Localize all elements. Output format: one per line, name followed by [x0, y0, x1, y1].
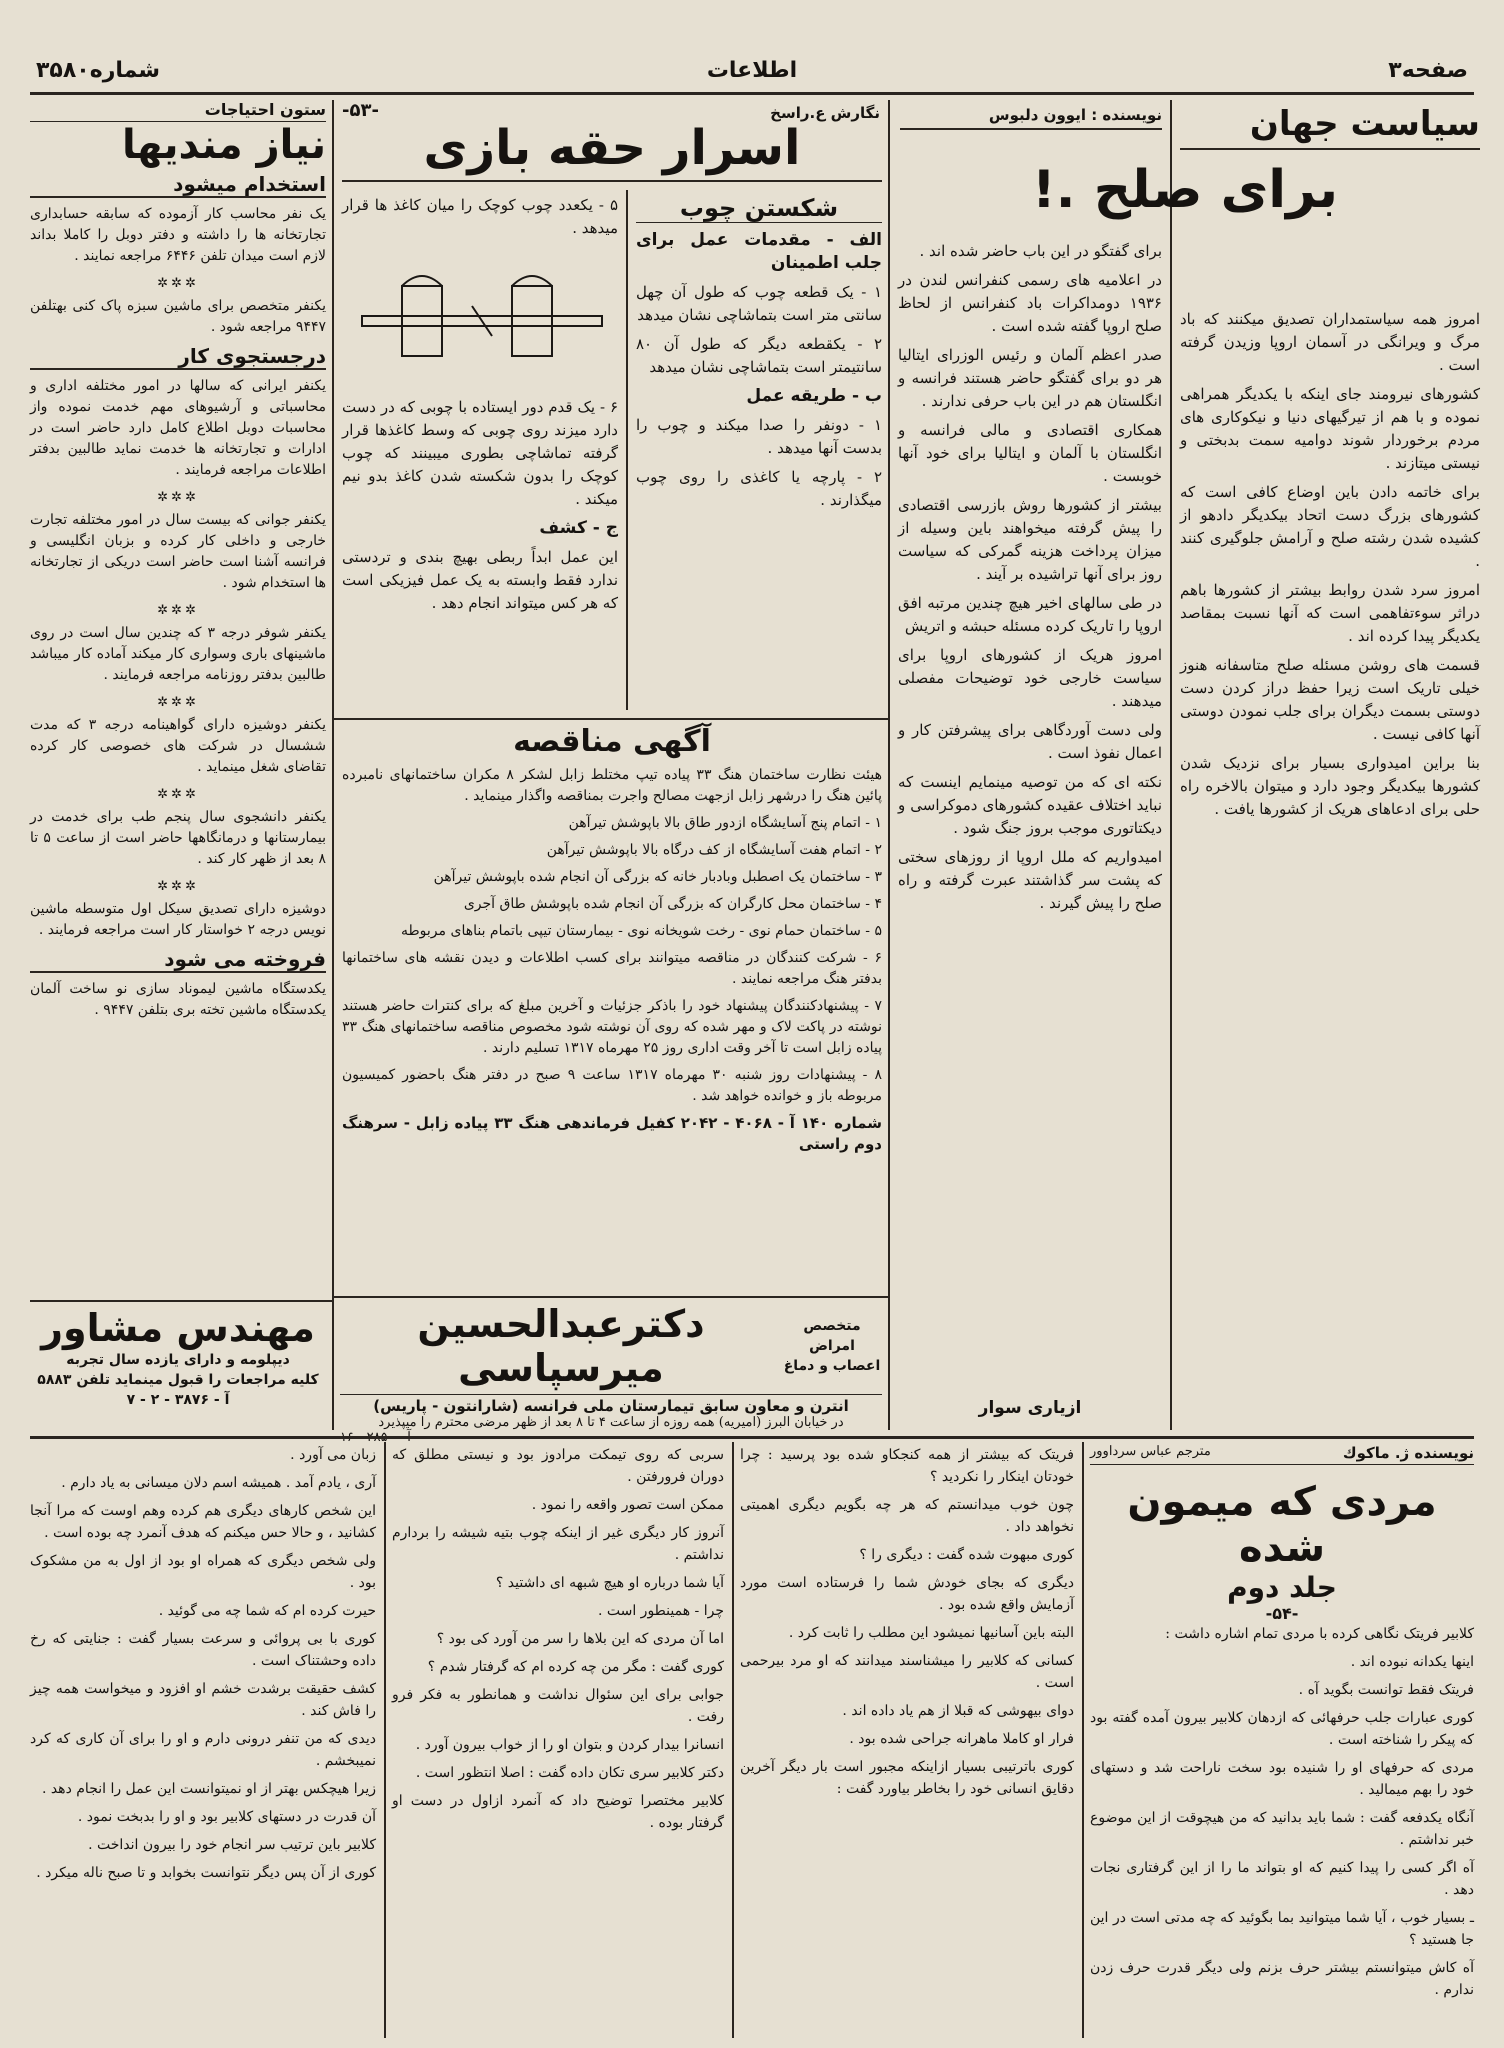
- paragraph: ۴ - ساختمان محل کارگران که بزرگی آن انجام شده باپوشش طاق آجری: [463, 896, 882, 912]
- issue-number: شماره۳۵۸۰: [36, 58, 161, 83]
- classified-item: یکنفر ایرانی که سالها در امور مختلفه اداری و محاسباتی و آرشیوهای مهم خدمت نموده واز محاسبات دوبل اطلاع کامل دارد حاضر است در ادارات و تجارتخانه ها خدمت نماید طالبین بدفتر اطلاعات مراجعه فرمایند .: [30, 378, 326, 478]
- paragraph: ۱ - یک قطعه چوب که طول آن چهل سانتی متر است بتماشاچی نشان میدهد: [636, 283, 882, 324]
- paragraph: نکته ای که من توصیه مینمایم اینست که نباید اختلاف عقیده کشورهای دموکراسی و دیکتاتوری موجب بروز جنگ شود .: [898, 773, 1162, 837]
- paragraph: دیدی که من تنفر درونی دارم و او را برای آن کاری که کرد نمیبخشم .: [30, 1731, 376, 1769]
- column-divider: [1082, 1442, 1084, 2038]
- serial-column-2: [740, 1444, 1074, 2034]
- paragraph: اما آن مردی که این بلاها را سر من آورد کی بود ؟: [436, 1631, 724, 1647]
- section-rule: [30, 1300, 332, 1302]
- paragraph: کوری از آن پس دیگر نتوانست بخوابد و تا صبح ناله میکرد .: [36, 1865, 376, 1881]
- paragraph: ۳ - ساختمان یک اصطبل وبادبار خانه که بزرگی آن انجام شده باپوشش تیرآهن: [433, 869, 882, 885]
- paragraph: کوری با بی پروائی و سرعت بسیار گفت : جنایتی که رخ داده وحشتناک است .: [30, 1631, 376, 1669]
- paragraph: چون خوب میدانستم که هر چه بگویم دیگری اهمیتی نخواهد داد .: [740, 1497, 1074, 1535]
- page-number: صفحه۳: [1388, 58, 1468, 83]
- paragraph: ۶ - یک قدم دور ایستاده با چوبی که در دست دارد میزند روی چوبی که وسط کاغذها قرار گرفته تماشاچی بطوری میبینند که چوب کوچک را بدون شکسته شدن کاغذ بدو نیم میکند .: [342, 398, 618, 508]
- classified-item: دوشیزه دارای تصدیق سیکل اول متوسطه ماشین نویس درجه ۲ خواستار کار است مراجعه فرمایند .: [30, 901, 326, 938]
- paragraph: ب - طریقه عمل: [746, 386, 882, 406]
- paragraph: ۵ - یکعدد چوب کوچک را میان کاغذ ها قرار میدهد .: [342, 196, 618, 237]
- paragraph: کلابیر فریتک نگاهی کرده با مردی تمام اشاره داشت :: [1165, 1626, 1474, 1642]
- paragraph: کوری باترتیبی بسیار ازاینکه مجبور است بار دیگر آخرین دقایق انسانی خود را بخاطر بیاورد گفت :: [740, 1759, 1074, 1797]
- column-divider: [384, 1442, 386, 2038]
- paragraph: برای گفتگو در این باب حاضر شده اند .: [919, 242, 1162, 260]
- paragraph: هیئت نظارت ساختمان هنگ ۳۳ پیاده تیپ مختلط زابل لشکر ۸ مکران ساختمانهای نامبرده پائین هنگ را درشهر زابل ازجهت مصالح واجرت بمناقصه واگذار مینماید .: [342, 767, 883, 804]
- paragraph: امروز سرد شدن روابط بیشتر از کشورها باهم دراثر سوءتفاهمی است که آنها نسبت بمقاصد یکدیگر پیدا کرده اند .: [1180, 581, 1480, 645]
- paragraph: زیرا هیچکس بهتر از او نمیتوانست این عمل را انجام دهد .: [41, 1781, 376, 1797]
- paragraph: امروز هریک از کشورهای اروپا برای سیاست خارجی خود توضیحات مفصلی میدهند .: [898, 646, 1162, 710]
- engineer-ad: [30, 1306, 326, 1430]
- classified-item: یکنفر دانشجوی سال پنجم طب برای خدمت در بیمارستانها و درمانگاهها حاضر است از ساعت ۵ تا ۸ بعد از ظهر کار کند .: [30, 809, 326, 867]
- paragraph: ـ بسیار خوب ، آیا شما میتوانید بما بگوئید که چه مدتی است در این جا هستید ؟: [1090, 1910, 1474, 1948]
- paragraph: الف - مقدمات عمل برای جلب اطمینان: [636, 230, 882, 273]
- paragraph: ولی دست آوردگاهی برای پیشرفتن کار و اعمال نفوذ است .: [898, 721, 1162, 762]
- tender-notice: [342, 724, 882, 1294]
- paragraph: دوای بیهوشی که قبلا از هم یاد داده اند .: [842, 1703, 1074, 1719]
- paragraph: اینها یکدانه نبوده اند .: [1350, 1654, 1474, 1670]
- paragraph: کشورهای نیرومند جای اینکه با یکدیگر همراهی نموده و با هم از تیرگیهای دنیا و نیکوکاری های مردم برخوردار شوند دوامیه سمت بدبختی و نیستی میتازند .: [1180, 385, 1480, 472]
- serial-page-number: -۵۴-: [1265, 1604, 1299, 1623]
- paragraph: آنگاه یکدفعه گفت : شما باید بدانید که من هیچوقت از این موضوع خبر نداشتم .: [1090, 1810, 1474, 1848]
- paragraph: کشف حقیقت برشدت خشم او افزود و میخواست همه چیز را فاش کند .: [30, 1681, 376, 1719]
- paragraph: ۱ - دونفر را صدا میکند و چوب را بدست آنها میدهد .: [636, 416, 882, 457]
- section-rule: [332, 718, 888, 720]
- paragraph: حیرت کرده ام که شما چه می گوئید .: [158, 1603, 376, 1619]
- article-title: برای صلح .!: [1032, 160, 1338, 220]
- divider-ornament: ✲✲✲: [157, 787, 199, 802]
- magic-page-number: -۵۳-: [342, 100, 379, 121]
- engineer-line: دیپلومه و دارای یازده سال تجربه: [66, 1352, 290, 1368]
- stick-illustration: [342, 246, 618, 396]
- paragraph: البته باین آسانیها نمیشود این مطلب را ثابت کرد .: [788, 1625, 1074, 1641]
- paragraph: این شخص کارهای دیگری هم کرده وهم اوست که مرا آنجا کشانید ، و حالا حس میکنم که هدف آنمرد چه بوده است .: [30, 1503, 376, 1541]
- doctor-specialty-line: متخصص امراض: [803, 1318, 861, 1354]
- article-continuation: [898, 240, 1162, 1420]
- paragraph: این عمل ابداً ربطی بهیچ بندی و تردستی ندارد فقط وابسته به یک عمل فیزیکی است که هر کس میتواند انجام دهد .: [342, 548, 618, 612]
- paragraph: صدر اعظم آلمان و رئیس الوزرای ایتالیا هر دو برای گفتگو حاضر هستند فرانسه و انگلستان هم در این باب حرفی ندارند .: [898, 346, 1162, 410]
- paragraph: امیدواریم که ملل اروپا از روزهای سختی که پشت سر گذاشتند عبرت گرفته و راه صلح را پیش گیرند .: [898, 848, 1162, 912]
- paragraph: آری ، یادم آمد . همیشه اسم دلان میسانی به یاد دارم .: [61, 1475, 376, 1491]
- paragraph: ولی شخص دیگری که همراه او بود از اول به من مشکوک بود .: [30, 1553, 376, 1591]
- divider-ornament: ✲✲✲: [157, 276, 199, 291]
- paragraph: کوری گفت : مگر من چه کرده ام که گرفتار شدم ؟: [427, 1659, 724, 1675]
- column-divider: [888, 100, 890, 1430]
- paragraph: فرار او کاملا ماهرانه جراحی شده بود .: [849, 1731, 1074, 1747]
- classifieds-section: ستون احتیاجات: [30, 100, 326, 122]
- classifieds-subhead: فروخته می شود: [30, 947, 326, 973]
- paragraph: ۱ - اتمام پنج آسایشگاه ازدور طاق بالا باپوشش تیرآهن: [568, 815, 882, 831]
- classified-item: یک نفر محاسب کار آزموده که سابقه حسابداری تجارتخانه ها را داشته و دفتر دوبل را کاملا بداند لازم است میدان تلفن ۶۴۴۶ مراجعه نمایند .: [30, 206, 326, 264]
- magic-title: اسرار حقه بازی: [342, 120, 882, 182]
- paragraph: امروز همه سیاستمداران تصدیق میکنند که باد مرگ و ویرانگی در آسمان اروپا وزیدن گرفته است .: [1180, 310, 1480, 374]
- doctor-specialty: [782, 1316, 882, 1376]
- doctor-specialty-line: اعصاب و دماغ: [783, 1358, 881, 1374]
- classifieds-title: نیاز مندیها: [122, 122, 326, 168]
- tender-title: آگهی مناقصه: [513, 724, 711, 759]
- serial-column-1: [1090, 1444, 1474, 2034]
- paragraph: ممکن است تصور واقعه را نمود .: [531, 1497, 724, 1513]
- paragraph: دکتر کلابیر سری تکان داده گفت : اصلا انتظور است .: [415, 1765, 724, 1781]
- article-signoff: ازیاری سوار: [978, 1398, 1082, 1418]
- doctor-ad: [340, 1302, 882, 1430]
- header-rule: [30, 92, 1474, 95]
- paragraph: کلابیر مختصرا توضیح داد که آنمرد ازاول در دست او گرفتار بوده .: [392, 1793, 724, 1831]
- paragraph: همکاری اقتصادی و مالی فرانسه و انگلستان با آلمان و ایتالیا برای خود آنها خوبست .: [898, 421, 1162, 485]
- paragraph: ۷ - پیشنهادکنندگان پیشنهاد خود را باذکر جزئیات و آخرین مبلغ که برای کنترات حاضر هستند نوشته در پاکت لاک و مهر شده که روی آن نوشته شود مخصوص مناقصه ساختمانهای هنگ ۳۳ پیاده زابل است تا آخر وقت اداری روز ۲۵ مهرماه ۱۳۱۷ تسلیم دارند .: [342, 998, 882, 1056]
- paragraph: کلابیر باین ترتیب سر انجام خود را بیرون انداخت .: [88, 1837, 376, 1853]
- serial-column-4: [30, 1444, 376, 2034]
- serial-volume: جلد دوم: [1227, 1571, 1337, 1604]
- paragraph: آه کاش میتوانستم بیشتر حرف بزنم ولی دیگر قدرت حرف زدن ندارم .: [1090, 1960, 1474, 1998]
- paragraph: زبان می آورد .: [290, 1447, 376, 1463]
- paragraph: کوری عبارات جلب حرفهائی که ازدهان کلابیر بیرون آمده گفته بود که پیکر را شناخته است .: [1090, 1710, 1474, 1748]
- serial-translator: مترجم عباس سرداوور: [1090, 1444, 1211, 1459]
- paragraph: قسمت های روشن مسئله صلح متاسفانه هنوز خیلی تاریک است زیرا حفظ دراز کردن دست دوستی بسمت دیگران برای جلب نمودن دوستی آنها کافی نیست .: [1180, 656, 1480, 743]
- divider-ornament: ✲✲✲: [157, 695, 199, 710]
- classified-item: یکنفر شوفر درجه ۳ که چندین سال است در روی ماشینهای باری وسواری کار میکند آماده کار میباشد طالبین بدفتر روزنامه مراجعه فرمایند .: [30, 625, 326, 683]
- paragraph: آه اگر کسی را پیدا کنیم که او بتواند ما را از این گرفتاری نجات دهد .: [1090, 1860, 1474, 1898]
- divider-ornament: ✲✲✲: [157, 603, 199, 618]
- magic-illustration: [342, 246, 618, 396]
- section-title: سیاست جهان: [1180, 104, 1480, 150]
- paragraph: فریتک فقط توانست بگوید آه .: [1298, 1682, 1474, 1698]
- divider-ornament: ✲✲✲: [157, 879, 199, 894]
- paragraph: بنا براین امیدواری بسیار برای نزدیک شدن کشورها بیکدیگر وجود دارد و میتوان بالاخره راه حلی برای ادعاهای هریک از کشورها یافت .: [1180, 754, 1480, 818]
- doctor-credentials: انترن و معاون سابق تیمارستان ملی فرانسه (شارانتون - پاریس): [340, 1394, 882, 1415]
- classifieds-column: [30, 100, 326, 1300]
- magic-author: نگارش ع.راسخ: [770, 104, 880, 122]
- paragraph: آنروز کار دیگری غیر از اینکه چوب بتیه شیشه را بردارم نداشتم .: [392, 1525, 724, 1563]
- article-author: نویسنده : ایوون دلبوس: [900, 106, 1162, 130]
- paragraph: بیشتر از کشورها روش بازرسی اقتصادی را پیش گرفته میخواهند باین وسیله از میزان پرداخت هزینه گمرکی که سیاست روز برای آنها تراشیده بر آیند .: [898, 496, 1162, 583]
- divider-ornament: ✲✲✲: [157, 490, 199, 505]
- tender-signature: شماره ۱۴۰ آ - ۴۰۶۸ - ۲۰۴۲ کفیل فرماندهی هنگ ۳۳ پیاده زابل - سرهنگ دوم راستی: [342, 1114, 882, 1153]
- paragraph: دیگری که بجای خودش شما را فرستاده است مورد آزمایش واقع شده بود .: [740, 1575, 1074, 1613]
- serial-column-3: [392, 1444, 724, 2034]
- paragraph: در اعلامیه های رسمی کنفرانس لندن در ۱۹۳۶ دومداکرات باد کنفرانس از لحاظ صلح اروپا گفته شده است .: [898, 271, 1162, 335]
- paragraph: آیا شما درباره او هیچ شبهه ای داشتید ؟: [495, 1575, 724, 1591]
- serial-title: مردی که میمون شده: [1127, 1479, 1437, 1571]
- newspaper-name: اطلاعات: [706, 58, 798, 83]
- classified-item: یکنفر متخصص برای ماشین سبزه پاک کنی بهتلفن ۹۴۴۷ مراجعه شود .: [30, 298, 326, 335]
- paragraph: ۲ - پارچه یا کاغذی را روی چوب میگذارند .: [636, 468, 882, 509]
- magic-column-left: [342, 194, 618, 714]
- paragraph: کسانی که کلابیر را میشناسند میدانند که او مرد بیرحمی است .: [740, 1653, 1074, 1691]
- serial-top-rule: [30, 1436, 1474, 1439]
- paragraph: چرا - همینطور است .: [597, 1603, 724, 1619]
- classified-item: یکدستگاه ماشین لیموناد سازی نو ساخت آلمان یکدستگاه ماشین تخته بری بتلفن ۹۴۴۷ .: [30, 981, 326, 1018]
- paragraph: کوری مبهوت شده گفت : دیگری را ؟: [859, 1547, 1074, 1563]
- classified-item: یکنفر دوشیزه دارای گواهینامه درجه ۳ که مدت ششسال در شرکت های خصوصی کار کرده تقاضای شغل مینماید .: [30, 717, 326, 775]
- paragraph: ۵ - ساختمان حمام نوی - رخت شویخانه نوی - بیمارستان تیپی باتمام بناهای مربوطه: [401, 923, 882, 939]
- classifieds-subhead: درجستجوی کار: [30, 344, 326, 370]
- politics-column: [1180, 104, 1480, 1424]
- paragraph: جوابی برای این سئوال نداشت و همانطور به فکر فرو رفت .: [392, 1687, 724, 1725]
- paragraph: ج - کشف: [539, 518, 618, 538]
- column-divider: [332, 100, 334, 1430]
- classified-item: یکنفر جوانی که بیست سال در امور مختلفه تجارت خارجی و داخلی کار کرده و بزبان انگلیسی و فرانسه آشنا است حاضر است دریکی از تجارتخانه ها استخدام شود .: [30, 512, 326, 591]
- paragraph: در طی سالهای اخیر هیچ چندین مرتبه افق اروپا را تاریک کرده مسئله حبشه و اتریش: [898, 594, 1162, 635]
- serial-author: نویسنده ژ. ماکوك: [1342, 1444, 1474, 1462]
- engineer-line: آ - ۳۸۷۶ - ۲ - ۷: [126, 1392, 230, 1408]
- magic-subtitle: شکستن چوب: [636, 194, 882, 223]
- paragraph: انسانرا بیدار کردن و بتوان او را از خواب بیرون آورد .: [415, 1737, 724, 1753]
- engineer-title: مهندس مشاور: [41, 1306, 315, 1350]
- paragraph: ۲ - اتمام هفت آسایشگاه از کف درگاه بالا باپوشش تیرآهن: [546, 842, 882, 858]
- article-body: [1180, 308, 1480, 821]
- paragraph: ۶ - شرکت کنندگان در مناقصه میتوانند برای کسب اطلاعات و دیدن نقشه های ساختمانها بدفتر هنگ مراجعه نمایند .: [342, 950, 882, 987]
- classifieds-subhead: استخدام میشود: [30, 172, 326, 198]
- paragraph: آن قدرت در دستهای کلابیر بود و او را بدبخت نمود .: [77, 1809, 376, 1825]
- paragraph: ۸ - پیشنهادات روز شنبه ۳۰ مهرماه ۱۳۱۷ ساعت ۹ صبح در دفتر هنگ باحضور کمیسیون مربوطه باز و خوانده خواهد شد .: [342, 1067, 882, 1104]
- column-divider: [1170, 100, 1172, 1430]
- magic-column-right: [636, 194, 882, 714]
- doctor-name: دکترعبدالحسین میرسپاسی: [417, 1302, 705, 1390]
- paragraph: فریتک که بیشتر از همه کنجکاو شده بود پرسید : چرا خودتان اینکار را نکردید ؟: [740, 1447, 1074, 1485]
- doctor-address: در خیابان البرز (امیریه) همه روزه از ساعت ۴ تا ۸ بعد از ظهر مرضی محترم را میپذیرد: [378, 1415, 844, 1430]
- column-divider: [626, 190, 628, 710]
- paragraph: مردی که حرفهای او را شنیده بود سخت ناراحت شد و دستهای خود را بهم میمالید .: [1090, 1760, 1474, 1798]
- paragraph: برای خاتمه دادن باین اوضاع کافی است که کشورهای بزرگ دست اتحاد بیکدیگر دادهو از کشیده شدن رشته صلح و آرامش جلوگیری کنند .: [1180, 483, 1480, 570]
- engineer-line: کلیه مراجعات را قبول مینماید تلفن ۵۸۸۳: [37, 1372, 319, 1388]
- paragraph: سربی که روی تیمکت مرادوز بود و نیستی مطلق که دوران فرورفتن .: [392, 1447, 724, 1485]
- column-divider: [732, 1442, 734, 2038]
- section-rule: [332, 1296, 888, 1298]
- paragraph: ۲ - یکقطعه دیگر که طول آن ۸۰ سانتیمتر است بتماشاچی نشان میدهد: [636, 335, 882, 376]
